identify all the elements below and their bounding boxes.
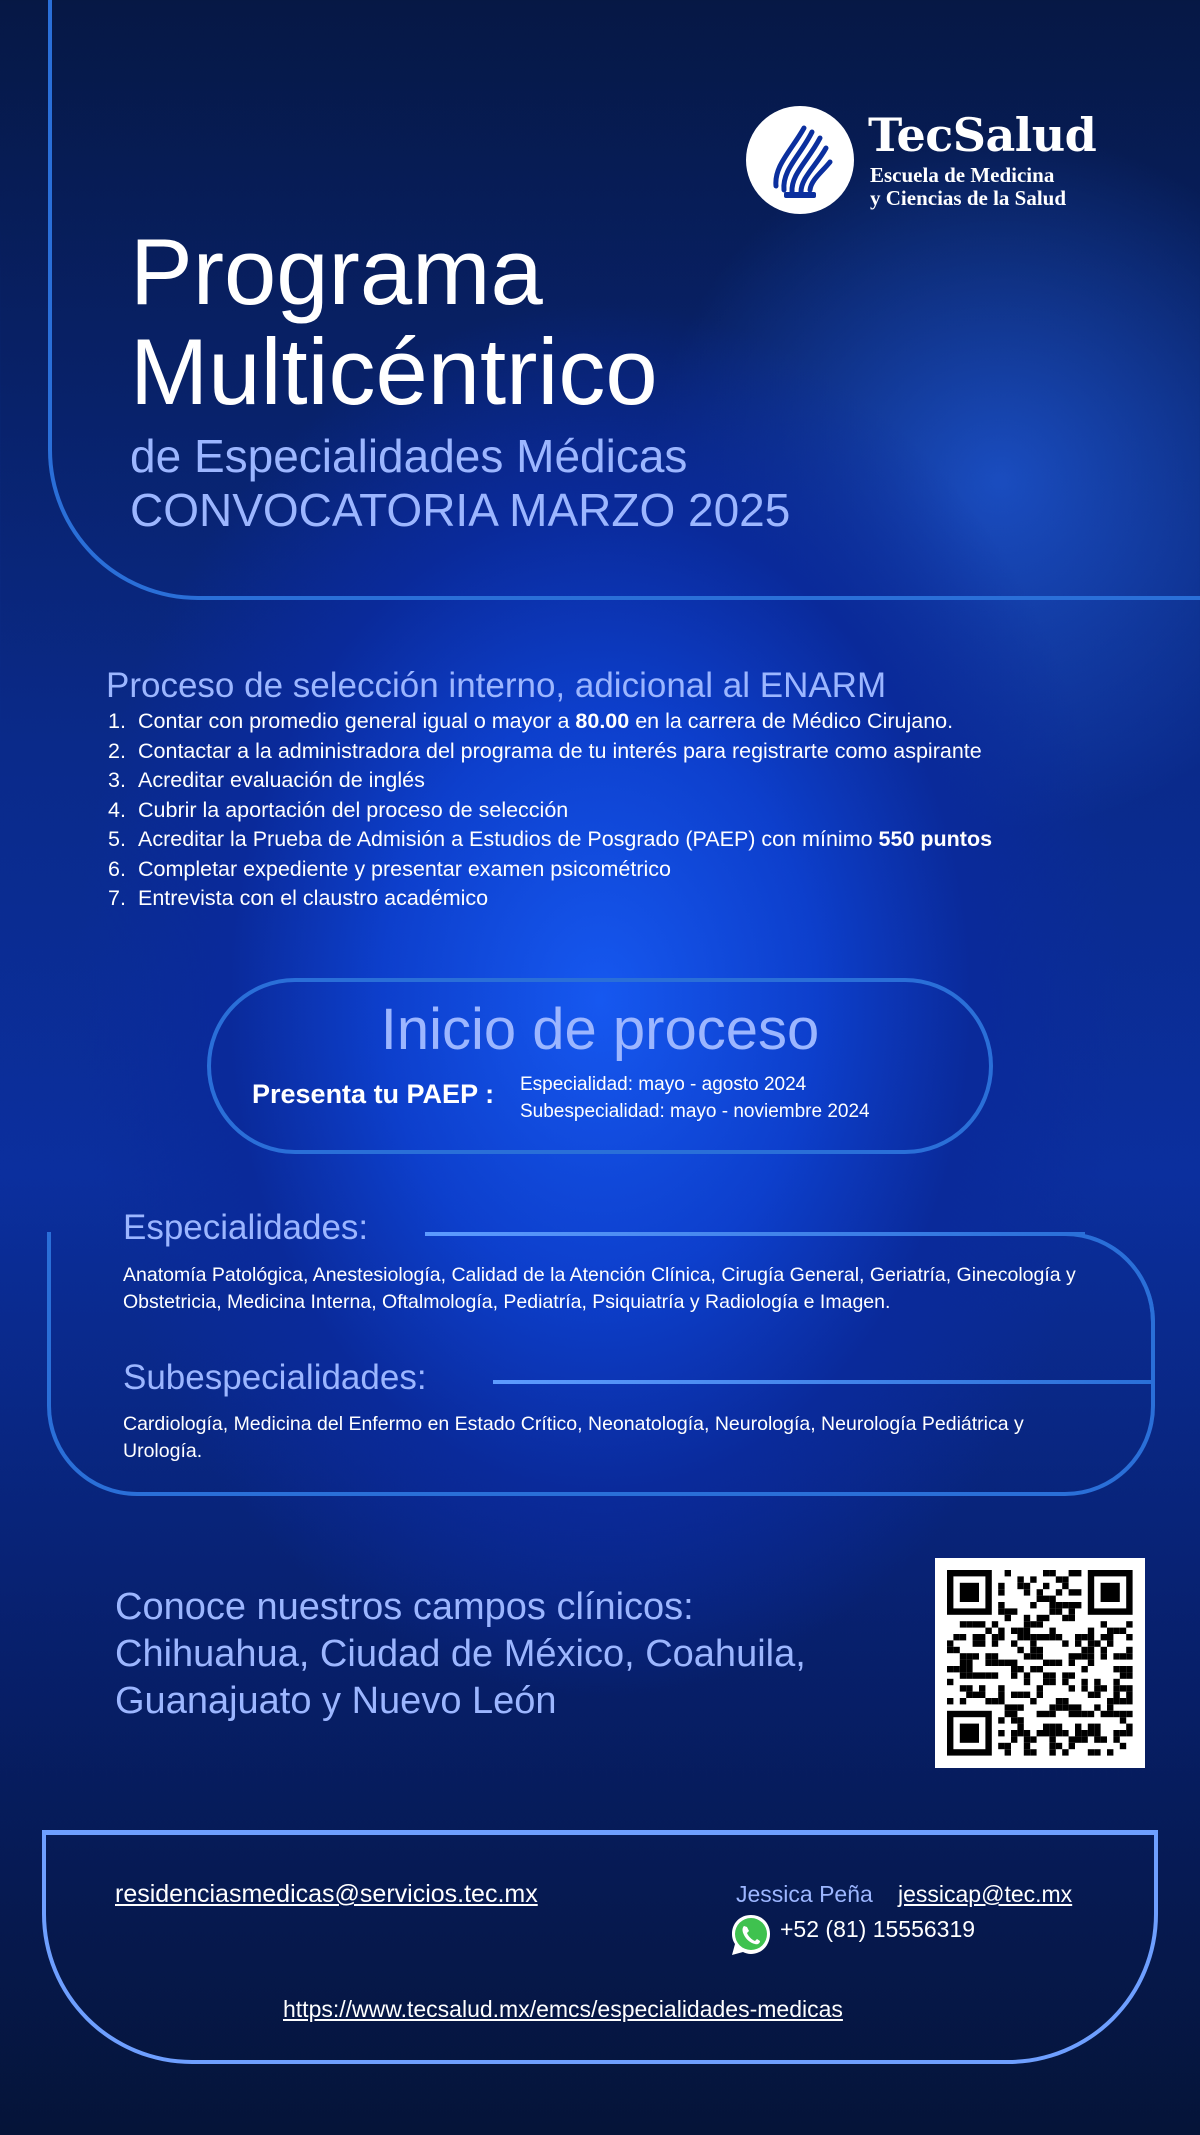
contact-email-link[interactable]: jessicap@tec.mx [898,1881,1073,1907]
subspecialties-text: Cardiología, Medicina del Enfermo en Estado Crítico, Neonatología, Neurología, Neurología Pediátrica y Urología. [123,1413,1024,1462]
page-title-line1: Programa [130,219,543,324]
subspecialties-heading: Subespecialidades: [123,1358,427,1397]
process-step: 2. Contactar a la administradora del programa de tu interés para registrarte como aspirante [108,738,982,763]
whatsapp-icon[interactable] [728,1912,774,1958]
process-step: 1. Contar con promedio general igual o mayor a 80.00 en la carrera de Médico Cirujano. [108,709,954,733]
campus-heading: Conoce nuestros campos clínicos: [115,1586,694,1628]
campus-info [115,1584,806,1725]
subspecialties-divider [493,1380,1153,1384]
logo-subtitle-line2: y Ciencias de la Salud [870,186,1067,210]
page-title-line2: Multicéntrico [130,319,658,424]
campus-list-line1: Chihuahua, Ciudad de México, Coahuila, [115,1633,806,1675]
program-email-link[interactable]: residenciasmedicas@servicios.tec.mx [115,1880,538,1908]
contact-frame [42,1830,1158,2064]
convocatoria-label: CONVOCATORIA MARZO 2025 [130,484,791,536]
paep-label: Presenta tu PAEP : [252,1079,495,1109]
contact-name: Jessica Peña [736,1881,873,1907]
process-step: 5. Acreditar la Prueba de Admisión a Estudios de Posgrado (PAEP) con mínimo 550 puntos [108,827,993,851]
process-step: 6. Completar expediente y presentar examen psicométrico [108,856,671,881]
paep-dates [520,1071,870,1125]
logo-subtitle-line1: Escuela de Medicina [870,163,1055,187]
process-step: 7. Entrevista con el claustro académico [108,886,489,910]
subspecialty-dates: Subespecialidad: mayo - noviembre 2024 [520,1101,870,1122]
process-start-title: Inicio de proceso [380,997,820,1062]
process-steps-list [108,707,992,914]
qr-code-icon[interactable] [935,1558,1145,1768]
tecsalud-flame-icon [746,106,854,214]
specialties-heading: Especialidades: [123,1208,369,1247]
contact-phone: +52 (81) 15556319 [780,1916,976,1942]
page-subtitle: de Especialidades Médicas [130,430,688,482]
program-website-link[interactable]: https://www.tecsalud.mx/emcs/especialidades-medicas [283,1996,843,2022]
logo-name: TecSalud [868,108,1097,162]
logo-subtitle [870,164,1066,210]
specialties-text: Anatomía Patológica, Anestesiología, Calidad de la Atención Clínica, Cirugía General, Geriatría, Ginecología y Obstetricia, Medicina Interna, Oftalmología, Pediatría, Psiquiatría y Radiología e Imagen. [123,1264,1076,1313]
specialties-divider [425,1232,1085,1236]
specialty-dates: Especialidad: mayo - agosto 2024 [520,1074,807,1095]
campus-list-line2: Guanajuato y Nuevo León [115,1680,557,1722]
process-heading: Proceso de selección interno, adicional al ENARM [106,666,887,705]
process-step: 3. Acreditar evaluación de inglés [108,768,425,792]
process-step: 4. Cubrir la aportación del proceso de selección [108,797,569,822]
